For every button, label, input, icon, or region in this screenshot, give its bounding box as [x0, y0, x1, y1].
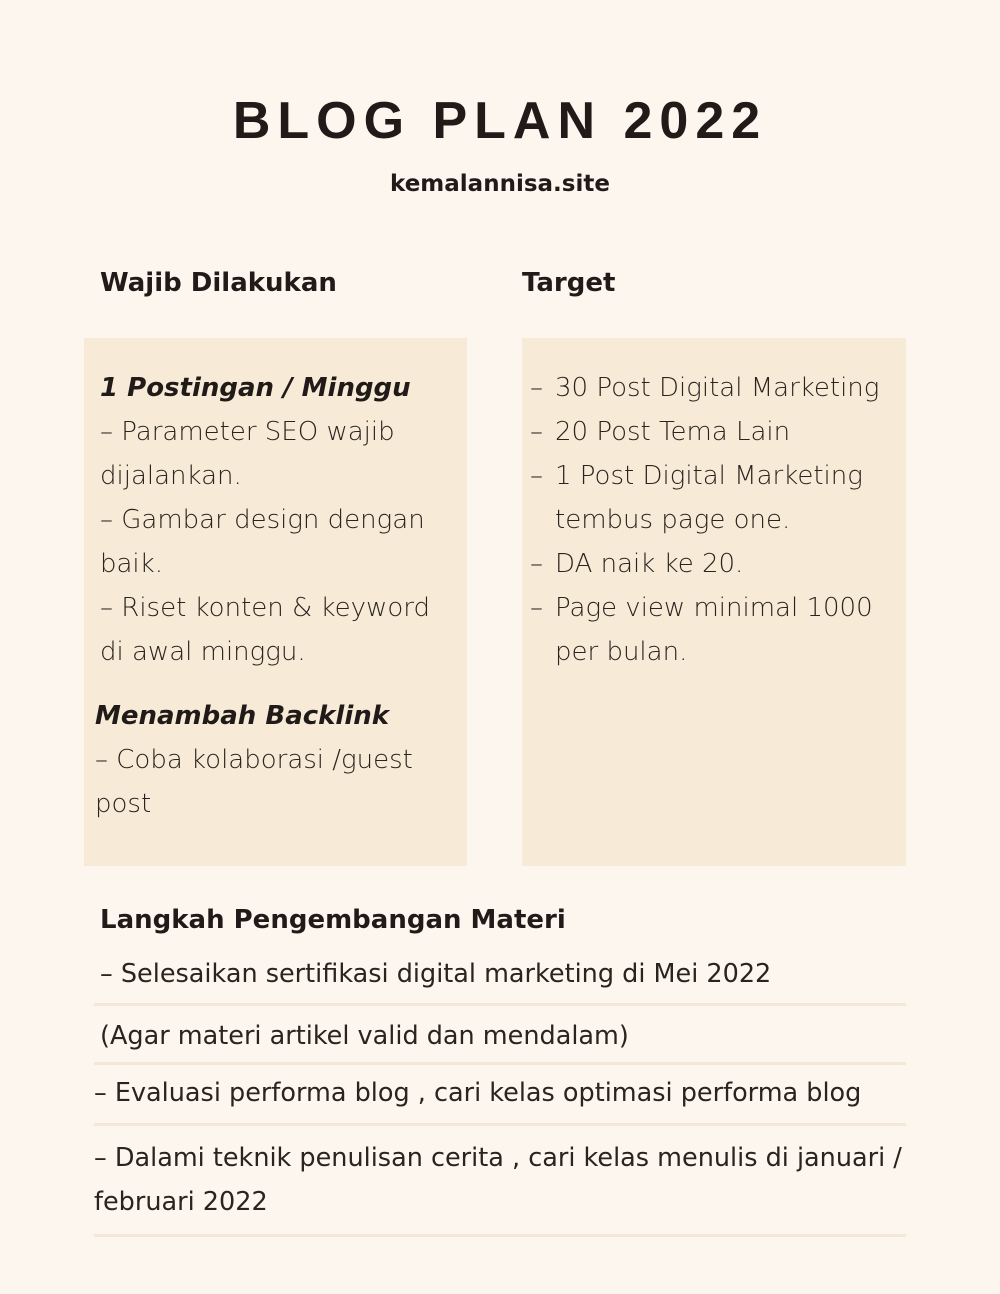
wajib-group-title: Menambah Backlink	[95, 701, 390, 731]
target-dash: –	[530, 373, 543, 403]
langkah-row	[94, 1126, 906, 1237]
langkah-text: – Evaluasi performa blog , cari kelas optimasi performa blog	[94, 1078, 862, 1108]
wajib-group-title: 1 Postingan / Minggu	[100, 373, 411, 403]
target-dash: –	[530, 549, 543, 579]
target-item	[530, 366, 902, 410]
target-heading: Target	[522, 268, 616, 298]
target-text: per bulan.	[555, 637, 688, 667]
target-list	[530, 366, 902, 674]
target-text: 20 Post Tema Lain	[555, 417, 791, 447]
wajib-line: – Parameter SEO wajib	[100, 417, 395, 447]
site-url: kemalannisa.site	[390, 171, 610, 197]
target-text: DA naik ke 20.	[555, 549, 744, 579]
wajib-line: – Riset konten & keyword	[100, 593, 430, 623]
wajib-line: – Coba kolaborasi /guest	[95, 745, 413, 775]
langkah-text: (Agar materi artikel valid dan mendalam)	[100, 1021, 629, 1051]
page-title: BLOG PLAN 2022	[232, 92, 768, 150]
target-text: Page view minimal 1000	[555, 593, 873, 623]
target-text: tembus page one.	[555, 505, 791, 535]
langkah-heading: Langkah Pengembangan Materi	[100, 905, 566, 935]
target-text: 1 Post Digital Marketing	[555, 461, 863, 491]
wajib-line: baik.	[100, 549, 163, 579]
wajib-group-1	[100, 366, 470, 674]
wajib-line: dijalankan.	[100, 461, 242, 491]
target-item	[530, 586, 902, 674]
target-item	[530, 542, 902, 586]
langkah-row	[94, 950, 906, 1006]
langkah-row	[94, 1006, 906, 1065]
langkah-text: februari 2022	[94, 1187, 268, 1217]
target-dash: –	[530, 593, 543, 623]
wajib-line: di awal minggu.	[100, 637, 306, 667]
langkah-text: – Dalami teknik penulisan cerita , cari kelas menulis di januari /	[94, 1143, 902, 1173]
target-dash: –	[530, 417, 543, 447]
langkah-row	[94, 1065, 906, 1126]
target-item	[530, 454, 902, 542]
wajib-heading: Wajib Dilakukan	[100, 268, 337, 298]
wajib-line: – Gambar design dengan	[100, 505, 425, 535]
langkah-list	[94, 950, 906, 1237]
target-text: 30 Post Digital Marketing	[555, 373, 880, 403]
langkah-text: – Selesaikan sertifikasi digital marketing di Mei 2022	[100, 959, 772, 989]
target-item	[530, 410, 902, 454]
wajib-line: post	[95, 789, 152, 819]
wajib-group-2	[95, 694, 465, 826]
target-dash: –	[530, 461, 543, 491]
